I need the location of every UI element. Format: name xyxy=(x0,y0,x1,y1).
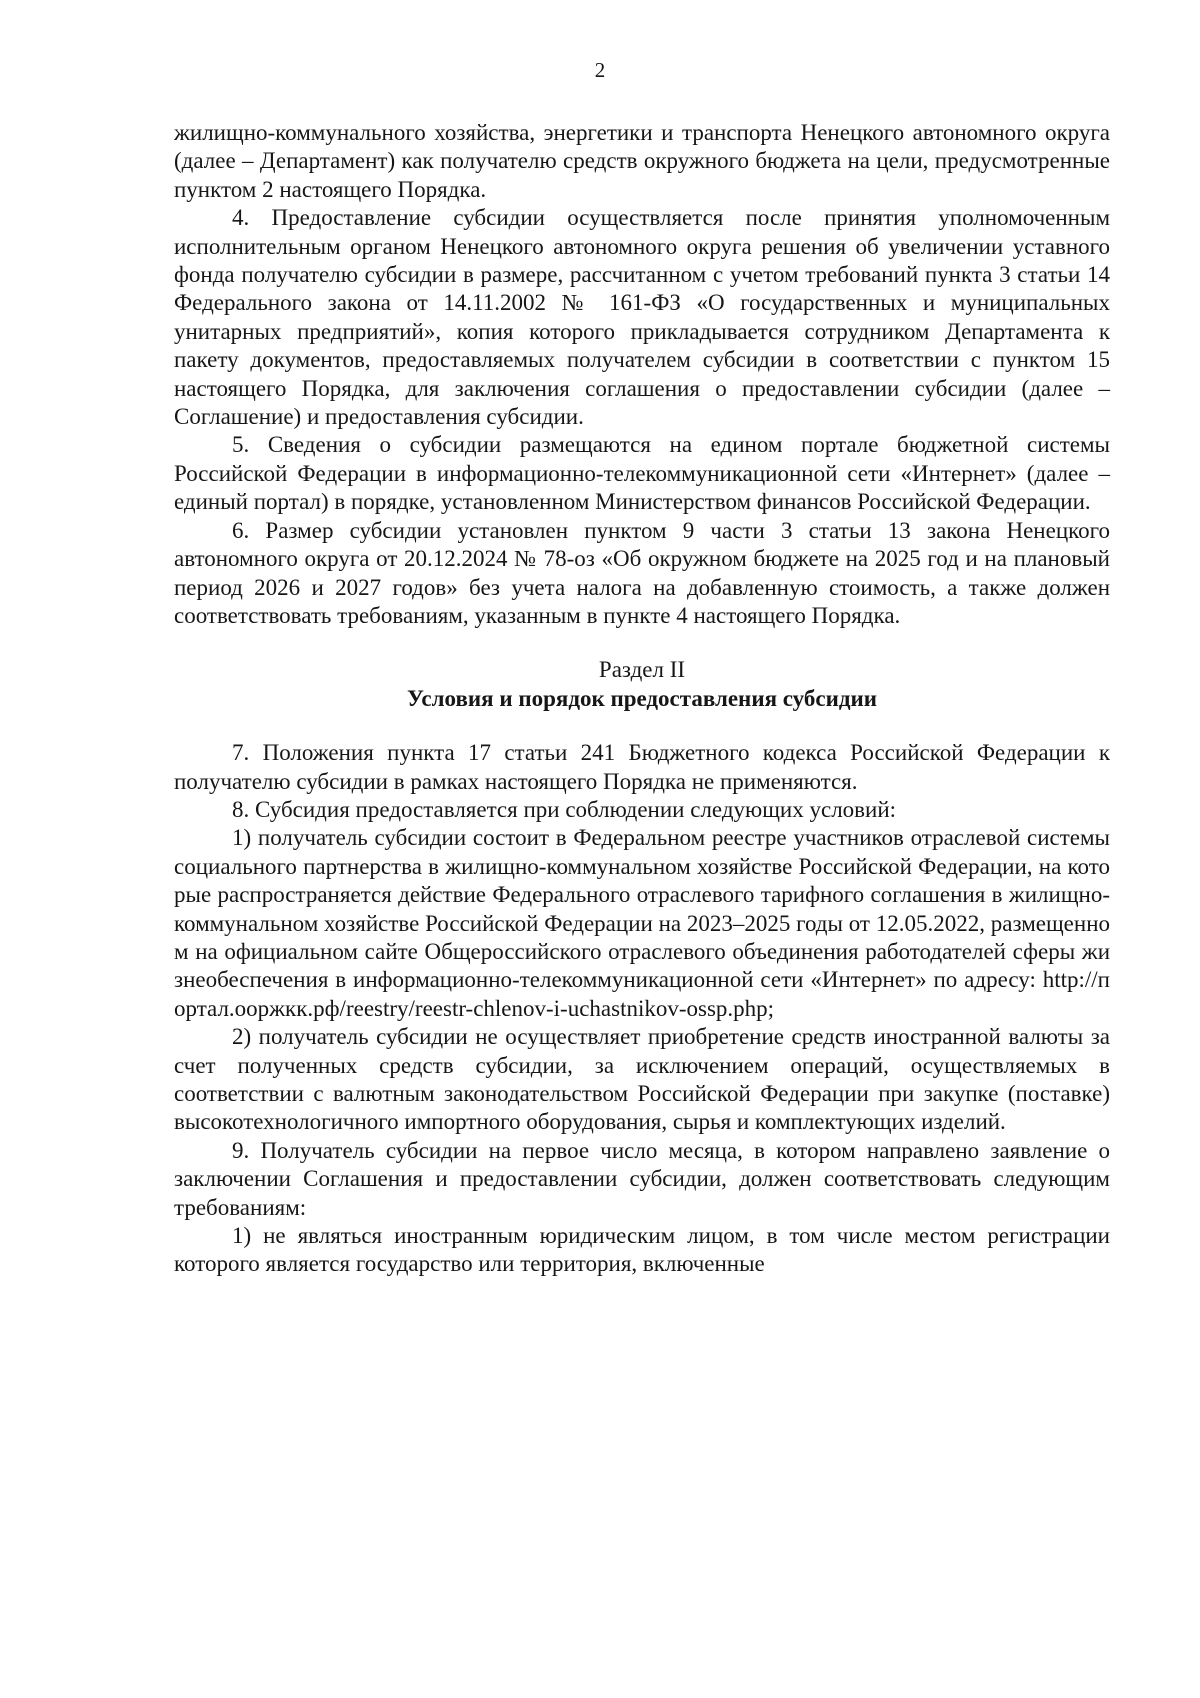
paragraph-9: 9. Получатель субсидии на первое число месяца, в котором направлено заявление о заключении Соглашения и предоставлении субсидии, должен соответствовать следующим требованиям: xyxy=(174,1137,1110,1220)
paragraph-8: 8. Субсидия предоставляется при соблюдении следующих условий: xyxy=(232,796,897,822)
paragraph-7: 7. Положения пункта 17 статьи 241 Бюджетного кодекса Российской Федерации к получателю субсидии в рамках настоящего Порядка не применяются. xyxy=(174,740,1110,794)
paragraph-5: 5. Сведения о субсидии размещаются на едином портале бюджетной системы Российской Федерации в информационно-телекоммуникационной сети «Интернет» (далее – единый портал) в порядке, установленном Министерством финансов Российской Федерации. xyxy=(174,432,1110,515)
section-heading xyxy=(174,656,1110,713)
paragraph-6: 6. Размер субсидии установлен пунктом 9 части 3 статьи 13 закона Ненецкого автономного округа от 20.12.2024 № 78-оз «Об окружном бюджете на 2025 год и на плановый период 2026 и 2027 годов» без учета налога на добавленную стоимость, а также должен соответствовать требованиям, указанным в пункте 4 настоящего Порядка. xyxy=(174,517,1110,628)
paragraph-8-item-2: 2) получатель субсидии не осуществляет приобретение средств иностранной валюты за счет полученных средств субсидии, за исключением операций, осуществляемых в соответствии с валютным законодательством Российской Федерации при закупке (поставке) высокотехнологичного импортного оборудования, сырья и комплектующих изделий. xyxy=(174,1024,1110,1135)
paragraph-8-item-1: 1) получатель субсидии состоит в Федеральном реестре участников отраслевой системы социального партнерства в жилищно-коммунальном хозяйстве Российской Федерации, на которые распространяется действие Федерального отраслевого тарифного соглашения в жилищно-коммунальном хозяйстве Российской Федерации на 2023–2025 годы от 12.05.2022, размещенном на официальном сайте Общероссийского отраслевого объединения работодателей сферы жизнеобеспечения в информационно-телекоммуникационной сети «Интернет» по адресу: http://портал.ооржкк.рф/reestry/reestr-chlenov-i-uchastnikov-ossp.php; xyxy=(174,825,1110,1021)
page-number: 2 xyxy=(594,58,606,82)
section-label: Раздел II xyxy=(598,657,686,683)
paragraph-4: 4. Предоставление субсидии осуществляется после принятия уполномоченным исполнительным органом Ненецкого автономного округа решения об увеличении уставного фонда получателю субсидии в размере, рассчитанном с учетом требований пункта 3 статьи 14 Федерального закона от 14.11.2002 № 161-ФЗ «О государственных и муниципальных унитарных предприятий», копия которого прикладывается сотрудником Департамента к пакету документов, предоставляемых получателем субсидии в соответствии с пунктом 15 настоящего Порядка, для заключения соглашения о предоставлении субсидии (далее – Соглашение) и предоставления субсидии. xyxy=(174,205,1110,430)
paragraph-9-item-1: 1) не являться иностранным юридическим лицом, в том числе местом регистрации которого является государство или территория, включенные xyxy=(174,1223,1110,1277)
paragraph-continuation: жилищно-коммунального хозяйства, энергетики и транспорта Ненецкого автономного округа (далее – Департамент) как получателю средств окружного бюджета на цели, предусмотренные пунктом 2 настоящего Порядка. xyxy=(174,120,1110,202)
section-title: Условия и порядок предоставления субсидии xyxy=(407,685,877,711)
document-body xyxy=(174,119,1110,1279)
